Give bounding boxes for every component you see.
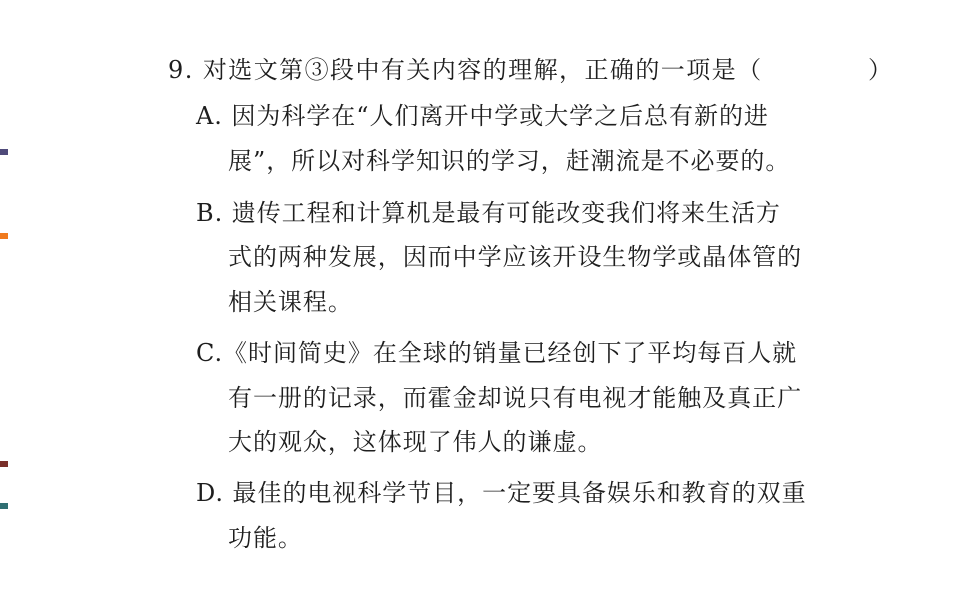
option-b-line-2: 式的两种发展，因而中学应该开设生物学或晶体管的 [228, 243, 803, 271]
option-b-line-1: B. 遗传工程和计算机是最有可能改变我们将来生活方 [196, 199, 781, 227]
option-c-line-2: 有一册的记录，而霍金却说只有电视才能触及真正广 [228, 384, 803, 412]
margin-mark-teal [0, 503, 8, 509]
option-d-line-2: 功能。 [228, 524, 303, 552]
option-c-line-3: 大的观众，这体现了伟人的谦虚。 [228, 428, 603, 456]
margin-mark-orange [0, 233, 8, 239]
option-a-line-2: 展”，所以对科学知识的学习，赶潮流是不必要的。 [228, 147, 791, 175]
option-d-line-1: D. 最佳的电视科学节目，一定要具备娱乐和教育的双重 [196, 479, 807, 507]
option-b-line-3: 相关课程。 [228, 288, 353, 316]
option-a-line-1: A. 因为科学在“人们离开中学或大学之后总有新的进 [196, 102, 769, 130]
question-stem: 9. 对选文第③段中有关内容的理解，正确的一项是（ [168, 56, 763, 84]
answer-paren-close: ） [868, 56, 892, 84]
option-c-line-1: C.《时间简史》在全球的销量已经创下了平均每百人就 [196, 339, 798, 367]
margin-mark-purple [0, 149, 8, 155]
margin-mark-brown [0, 461, 8, 467]
